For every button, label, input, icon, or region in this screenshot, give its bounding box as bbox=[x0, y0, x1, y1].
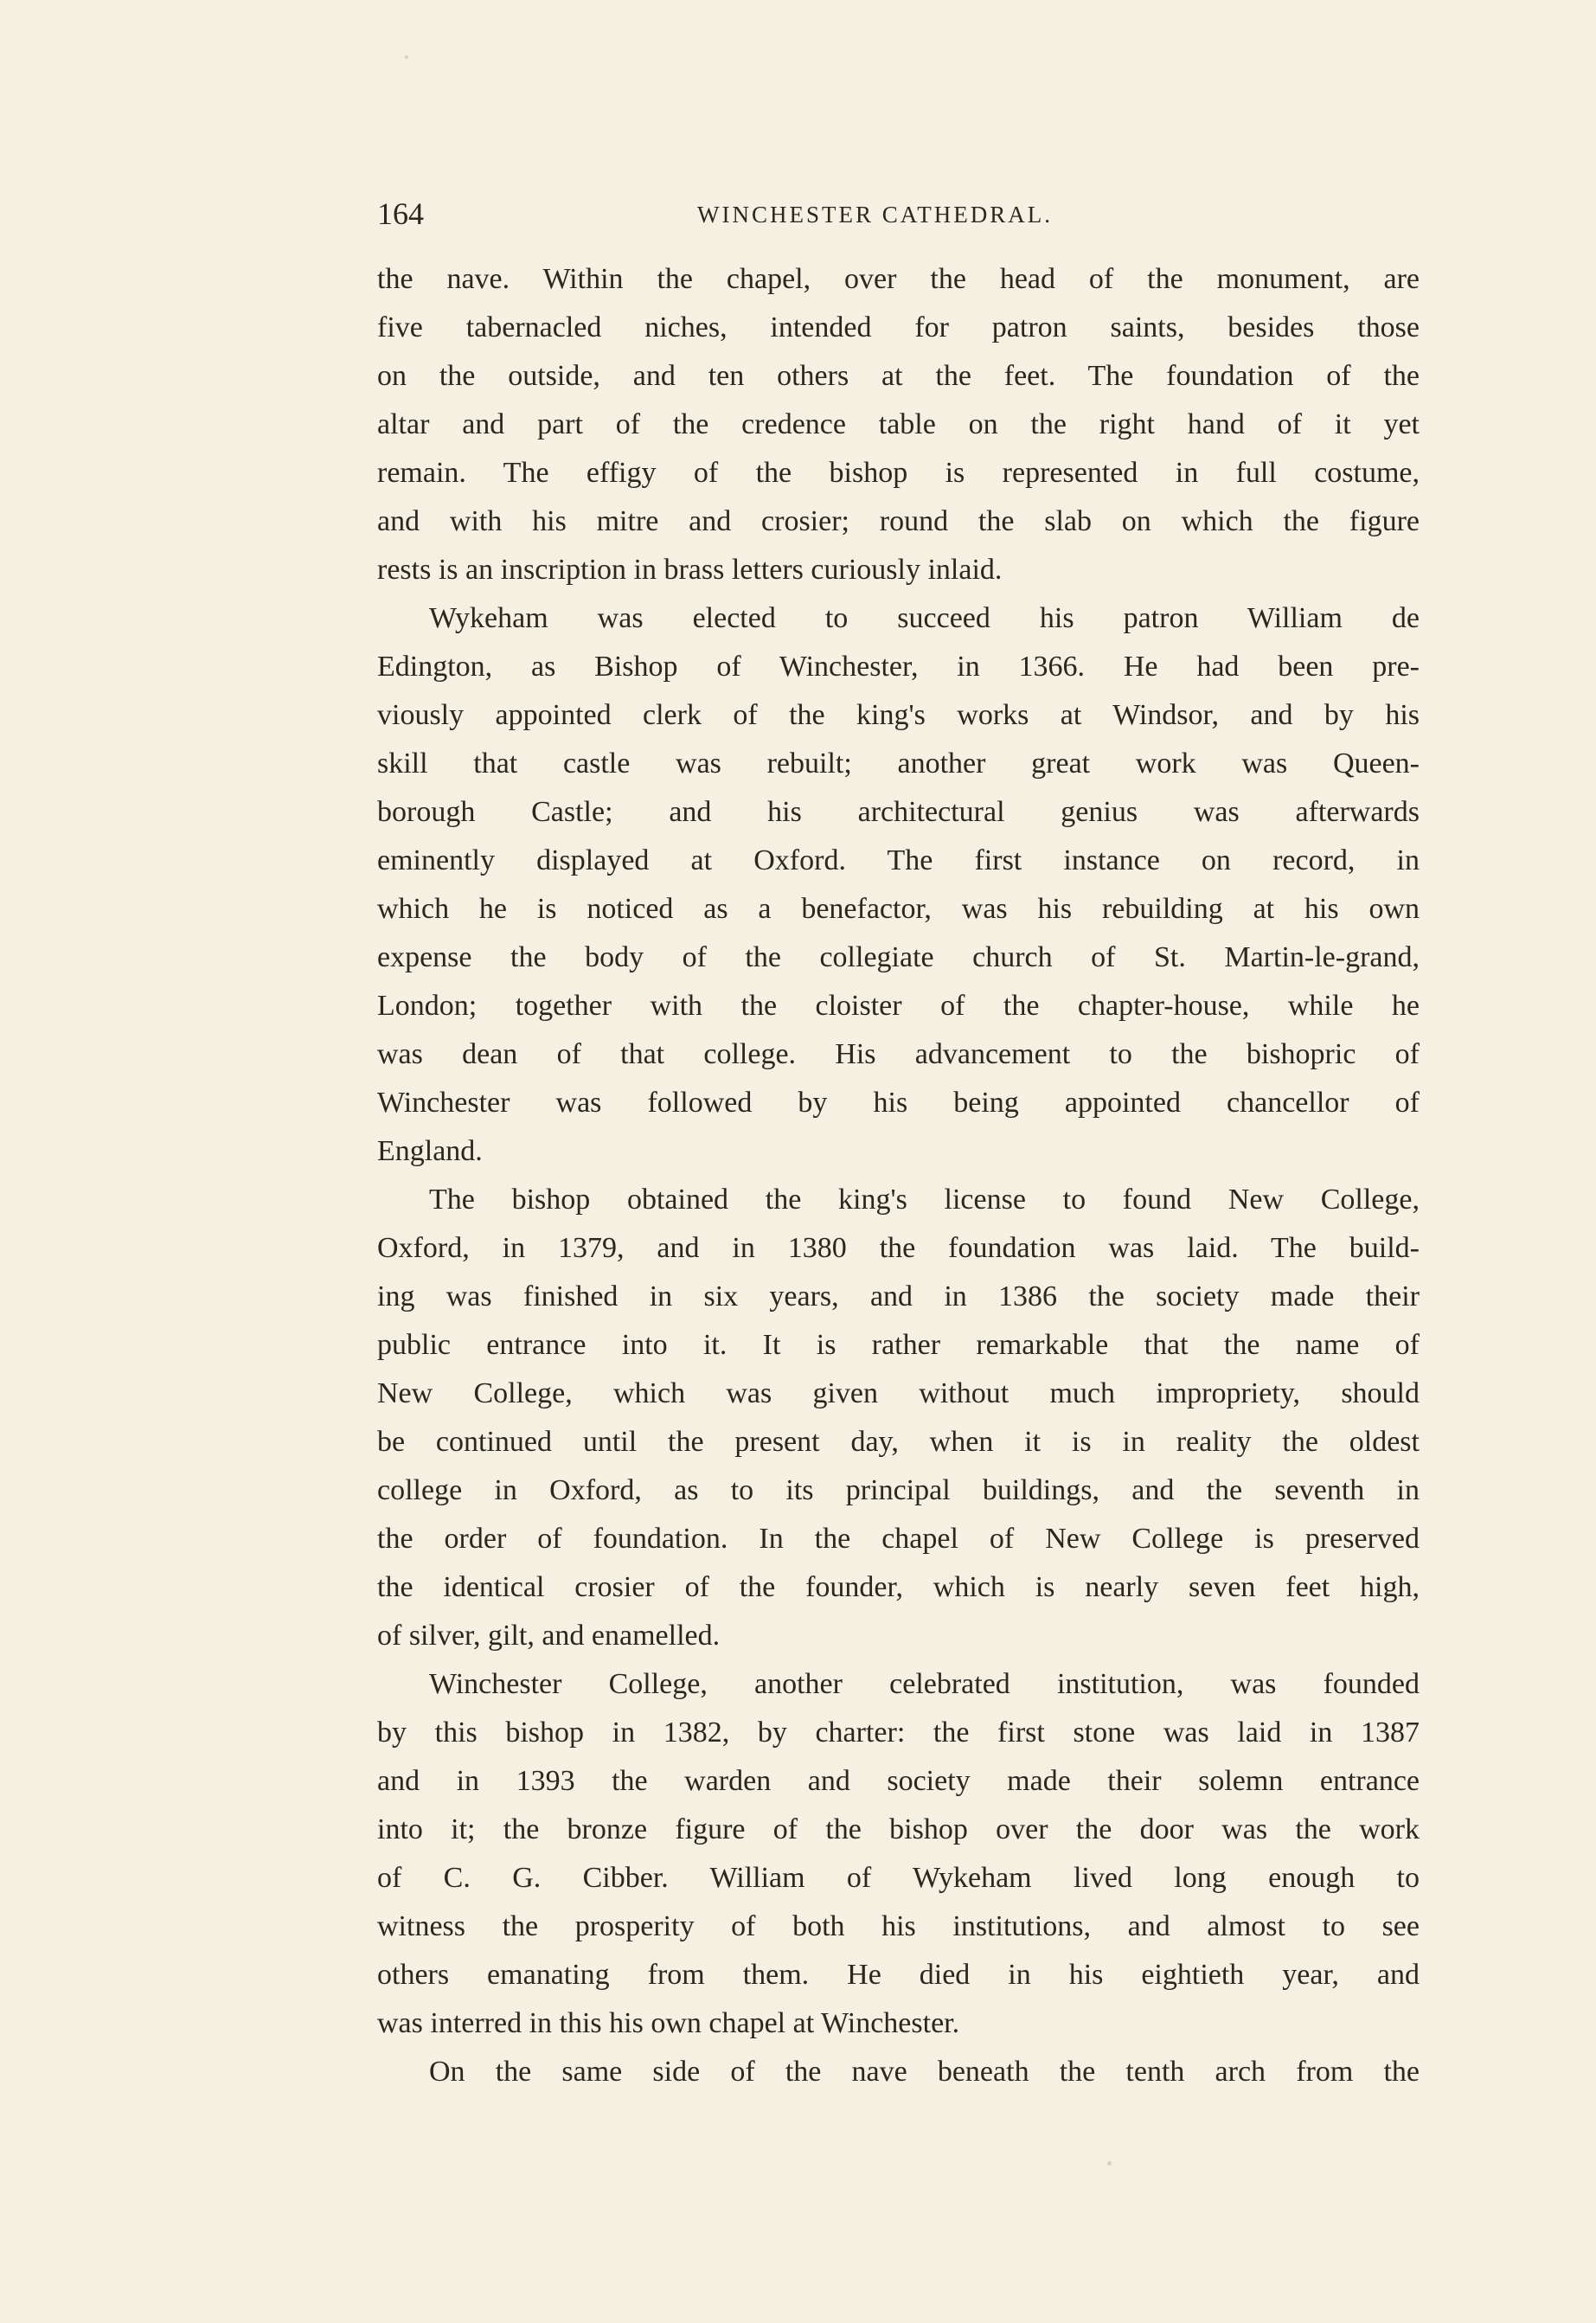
paper-speck bbox=[405, 55, 408, 59]
text-line: witness the prosperity of both his institutions, and almost to see bbox=[377, 1910, 1420, 1942]
text-line: eminently displayed at Oxford. The first instance on record, in bbox=[377, 844, 1420, 876]
text-line: borough Castle; and his architectural genius was afterwards bbox=[377, 796, 1420, 828]
text-line: of silver, gilt, and enamelled. bbox=[377, 1620, 721, 1652]
paper-speck bbox=[1107, 2161, 1112, 2166]
text-line: rests is an inscription in brass letters curiously inlaid. bbox=[377, 554, 1003, 586]
text-line: and in 1393 the warden and society made their solemn entrance bbox=[377, 1765, 1420, 1797]
text-line: was dean of that college. His advancement to the bishopric of bbox=[377, 1038, 1420, 1070]
text-line: New College, which was given without much impropriety, should bbox=[377, 1377, 1420, 1409]
text-line: Oxford, in 1379, and in 1380 the foundation was laid. The build- bbox=[377, 1232, 1420, 1264]
text-line: be continued until the present day, when it is in reality the oldest bbox=[377, 1426, 1420, 1458]
text-line: of C. G. Cibber. William of Wykeham lived long enough to bbox=[377, 1862, 1420, 1894]
text-line: by this bishop in 1382, by charter: the first stone was laid in 1387 bbox=[377, 1717, 1420, 1749]
text-line: viously appointed clerk of the king's works at Windsor, and by his bbox=[377, 699, 1420, 731]
text-line: others emanating from them. He died in his eightieth year, and bbox=[377, 1959, 1420, 1991]
text-line: on the outside, and ten others at the feet. The foundation of the bbox=[377, 360, 1420, 392]
text-line: ing was finished in six years, and in 1386 the society made their bbox=[377, 1280, 1420, 1312]
text-line: was interred in this his own chapel at Winchester. bbox=[377, 2007, 960, 2039]
text-line: expense the body of the collegiate church of St. Martin-le-grand, bbox=[377, 941, 1420, 973]
text-line: five tabernacled niches, intended for patron saints, besides those bbox=[377, 311, 1420, 343]
text-line: London; together with the cloister of the chapter-house, while he bbox=[377, 990, 1420, 1022]
paragraph-first-line: Winchester College, another celebrated institution, was founded bbox=[429, 1668, 1420, 1700]
text-line: public entrance into it. It is rather remarkable that the name of bbox=[377, 1329, 1420, 1361]
text-line: Edington, as Bishop of Winchester, in 1366. He had been pre- bbox=[377, 651, 1420, 683]
text-line: and with his mitre and crosier; round the slab on which the figure bbox=[377, 505, 1420, 537]
text-line: England. bbox=[377, 1135, 483, 1167]
running-title: WINCHESTER CATHEDRAL. bbox=[697, 202, 1053, 228]
text-line: Winchester was followed by his being appointed chancellor of bbox=[377, 1087, 1420, 1119]
text-line: college in Oxford, as to its principal buildings, and the seventh in bbox=[377, 1474, 1420, 1506]
running-head bbox=[377, 192, 1420, 235]
paragraph-first-line: The bishop obtained the king's license to found New College, bbox=[429, 1184, 1420, 1216]
page-number: 164 bbox=[377, 196, 424, 231]
paragraph-first-line: Wykeham was elected to succeed his patron William de bbox=[429, 602, 1420, 634]
body-text bbox=[377, 255, 1420, 2096]
text-line: the identical crosier of the founder, which is nearly seven feet high, bbox=[377, 1571, 1420, 1603]
text-line: altar and part of the credence table on the right hand of it yet bbox=[377, 408, 1420, 440]
text-line: into it; the bronze figure of the bishop over the door was the work bbox=[377, 1813, 1420, 1845]
text-line: the nave. Within the chapel, over the head of the monument, are bbox=[377, 263, 1420, 295]
text-line: remain. The effigy of the bishop is represented in full costume, bbox=[377, 457, 1420, 489]
text-line: which he is noticed as a benefactor, was his rebuilding at his own bbox=[377, 893, 1420, 925]
paragraph-first-line: On the same side of the nave beneath the tenth arch from the bbox=[429, 2056, 1420, 2088]
text-line: skill that castle was rebuilt; another great work was Queen- bbox=[377, 748, 1420, 780]
text-line: the order of foundation. In the chapel of New College is preserved bbox=[377, 1523, 1420, 1555]
